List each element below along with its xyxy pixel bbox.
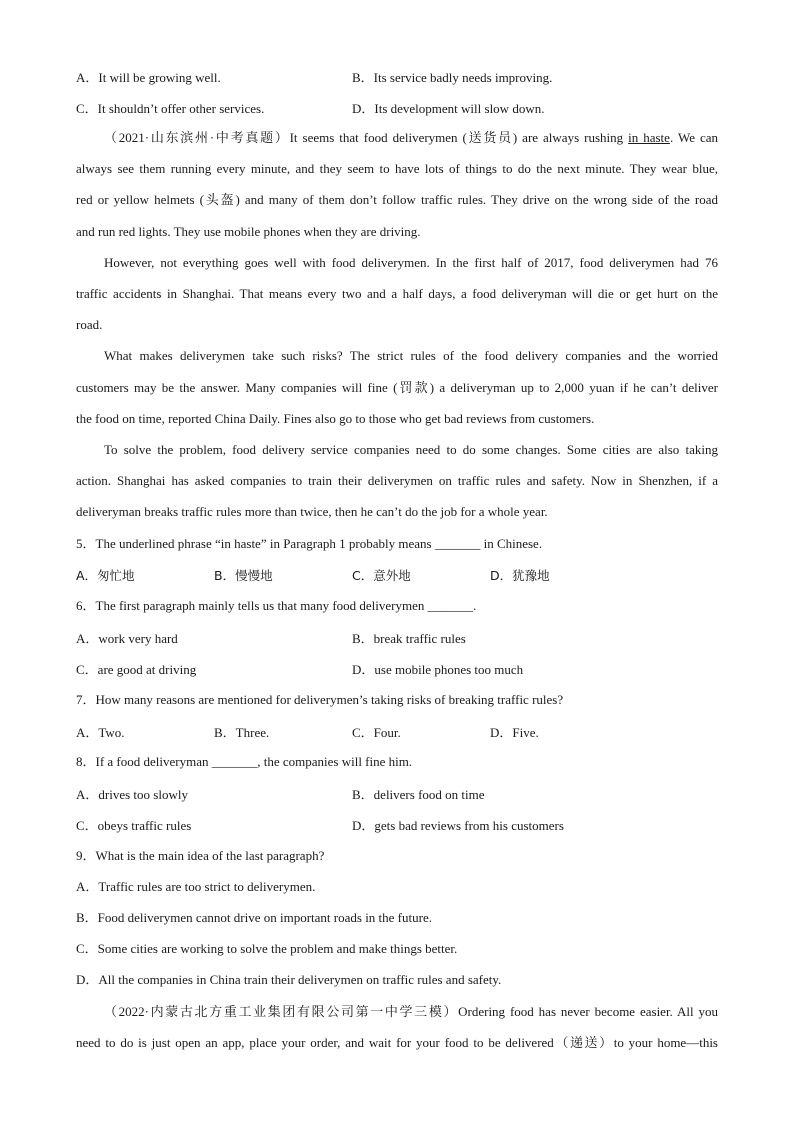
q7-option-c: C．Four. (352, 725, 401, 740)
q9-option-c: C．Some cities are working to solve the problem and make things better. (76, 941, 458, 956)
q6-option-b: B．break traffic rules (352, 631, 466, 646)
q7-option-b: B．Three. (214, 725, 270, 740)
passage2-source: （2022·内蒙古北方重工业集团有限公司第一中学三模） (104, 1004, 459, 1019)
q5-option-b: B．慢慢地 (214, 568, 273, 583)
question-7-stem: 7．How many reasons are mentioned for deliverymen’s taking risks of breaking traffic rules? (76, 692, 564, 707)
question-9-stem: 9．What is the main idea of the last paragraph? (76, 848, 325, 863)
q9-option-d: D．All the companies in China train their deliverymen on traffic rules and safety. (76, 972, 502, 987)
prev-option-d: D．Its development will slow down. (352, 101, 545, 116)
question-5-stem: 5．The underlined phrase “in haste” in Paragraph 1 probably means _______ in Chinese. (76, 536, 543, 551)
q8-option-c: C．obeys traffic rules (76, 818, 192, 833)
question-8-stem: 8．If a food deliveryman _______, the companies will fine him. (76, 754, 413, 769)
prev-option-c: C．It shouldn’t offer other services. (76, 101, 265, 116)
passage1-source: （2021·山东滨州·中考真题） (104, 130, 290, 145)
prev-option-a: A．It will be growing well. (76, 70, 221, 85)
q9-option-a: A．Traffic rules are too strict to deliverymen. (76, 879, 316, 894)
passage2-line1: （2022·内蒙古北方重工业集团有限公司第一中学三模）Ordering food has never become easier. All you (104, 1004, 718, 1019)
passage1-p1-line4: and run red lights. They use mobile phones when they are driving. (76, 224, 421, 239)
q5-option-d: D．犹豫地 (490, 568, 550, 583)
q8-option-a: A．drives too slowly (76, 787, 188, 802)
passage1-p1-line3: red or yellow helmets (头盔) and many of them don’t follow traffic rules. They drive on the wrong side of the road (76, 192, 718, 207)
passage1-p4-line1: To solve the problem, food delivery service companies need to do some changes. Some cities are also taking (104, 442, 718, 457)
q5-option-a: A．匆忙地 (76, 568, 135, 583)
q6-option-c: C．are good at driving (76, 662, 197, 677)
passage1-p3-line3: the food on time, reported China Daily. Fines also go to those who get bad reviews from customers. (76, 411, 595, 426)
passage1-p4-line3: deliveryman breaks traffic rules more than twice, then he can’t do the job for a whole year. (76, 504, 548, 519)
question-6-stem: 6．The first paragraph mainly tells us that many food deliverymen _______. (76, 598, 477, 613)
passage1-p2-line2: traffic accidents in Shanghai. That means every two and a half days, a food deliveryman will die or get hurt on the (76, 286, 718, 301)
q8-option-d: D．gets bad reviews from his customers (352, 818, 564, 833)
passage1-p1-line1: （2021·山东滨州·中考真题）It seems that food deliverymen (送货员) are always rushing in haste. We can (104, 130, 718, 145)
passage1-p3-line1: What makes deliverymen take such risks? The strict rules of the food delivery companies and the worried (104, 348, 718, 363)
prev-option-b: B．Its service badly needs improving. (352, 70, 553, 85)
q5-option-c: C．意外地 (352, 568, 411, 583)
q9-option-b: B．Food deliverymen cannot drive on important roads in the future. (76, 910, 432, 925)
q8-option-b: B．delivers food on time (352, 787, 485, 802)
q7-option-a: A．Two. (76, 725, 125, 740)
passage1-p3-line2: customers may be the answer. Many companies will fine (罚款) a deliveryman up to 2,000 yuan if he can’t deliver (76, 380, 718, 395)
underlined-phrase: in haste (628, 130, 670, 145)
passage1-p4-line2: action. Shanghai has asked companies to train their deliverymen on traffic rules and safety. Now in Shenzhen, if a (76, 473, 718, 488)
passage2-line2: need to do is just open an app, place your order, and wait for your food to be delivered（递送）to your home—this (76, 1035, 718, 1050)
q7-option-d: D．Five. (490, 725, 539, 740)
q6-option-a: A．work very hard (76, 631, 178, 646)
q6-option-d: D．use mobile phones too much (352, 662, 524, 677)
passage1-p1-line2: always see them running every minute, and they seem to have lots of things to do the next minute. They wear blue, (76, 161, 718, 176)
passage1-p2-line1: However, not everything goes well with food deliverymen. In the first half of 2017, food deliverymen had 76 (104, 255, 718, 270)
passage1-p2-line3: road. (76, 317, 103, 332)
